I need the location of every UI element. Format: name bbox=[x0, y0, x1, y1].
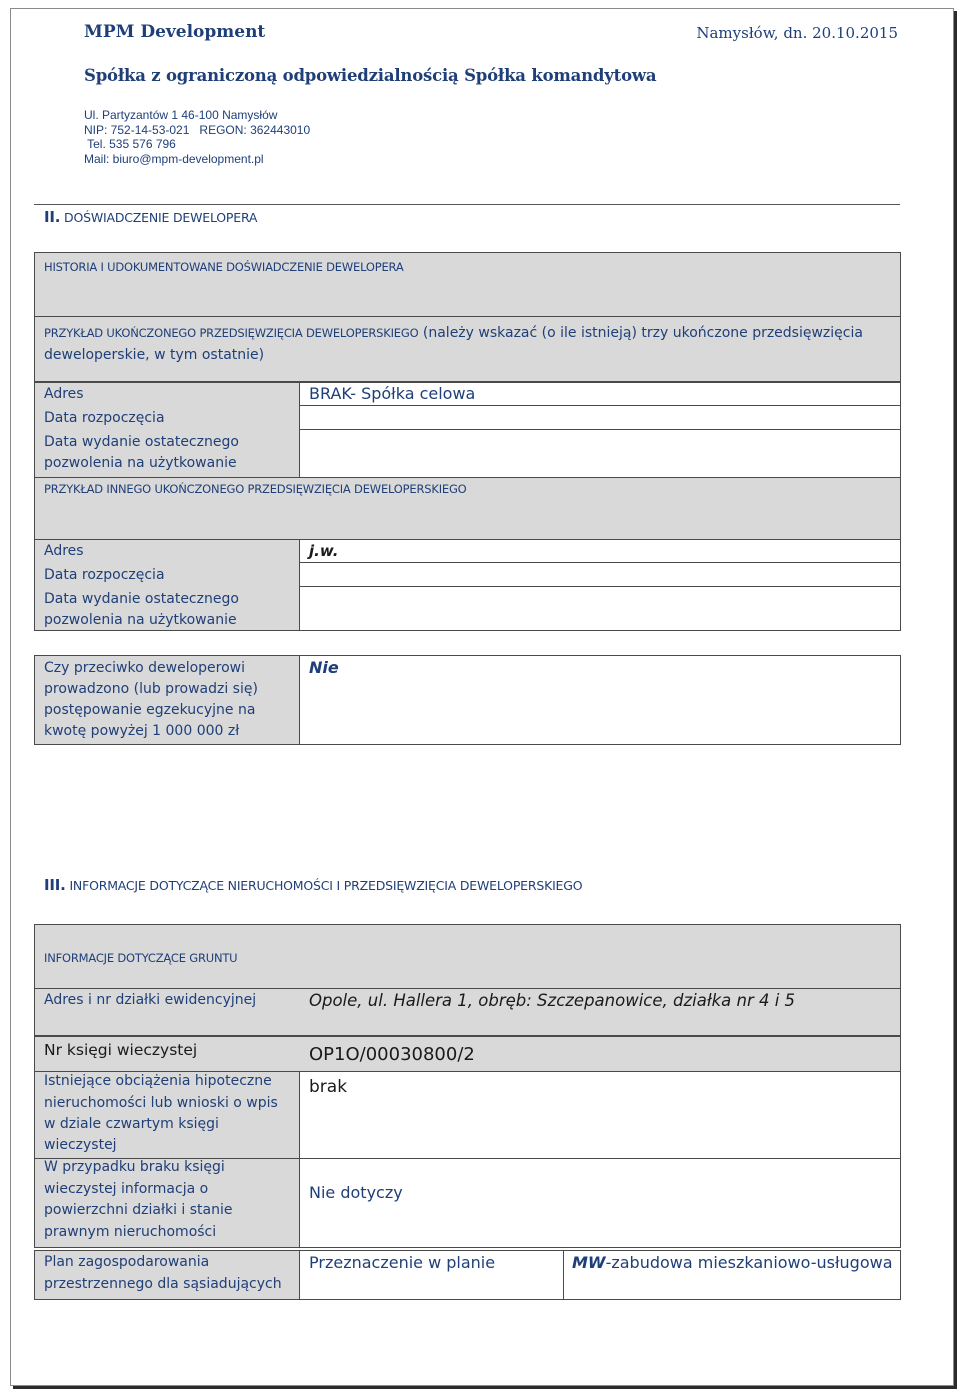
land-address-label: Adres i nr działki ewidencyjnej bbox=[44, 992, 257, 1008]
header-divider bbox=[34, 204, 900, 205]
example2-permit-value-cell bbox=[299, 586, 901, 631]
section-3-title-text: INFORMACJE DOTYCZĄCE NIERUCHOMOŚCI I PRZEDSIĘWZIĘCIA DEWELOPERSKIEGO bbox=[69, 878, 583, 893]
history-header-box bbox=[34, 252, 901, 317]
enforcement-label-2: prowadzono (lub prowadzi się) bbox=[44, 681, 258, 697]
section-2-title-text: DOŚWIADCZENIE DEWELOPERA bbox=[64, 210, 258, 225]
example1-value: BRAK- Spółka celowa bbox=[309, 384, 476, 403]
company-mail: Mail: biuro@mpm-development.pl bbox=[84, 151, 264, 166]
company-address: Ul. Partyzantów 1 46-100 Namysłów bbox=[84, 108, 278, 122]
example1-permit-label-1: Data wydanie ostatecznego bbox=[44, 434, 239, 450]
company-name: MPM Development bbox=[84, 22, 266, 42]
no-kw-label-2: wieczystej informacja o bbox=[44, 1181, 209, 1197]
plan-value-desc: -zabudowa mieszkaniowo-usługowa bbox=[605, 1253, 893, 1272]
kw-label: Nr księgi wieczystej bbox=[44, 1041, 198, 1059]
section-2-title bbox=[44, 208, 257, 226]
example1-start-value-cell bbox=[299, 405, 901, 430]
plan-mid-label: Przeznaczenie w planie bbox=[309, 1253, 496, 1272]
section-3-title bbox=[44, 876, 582, 894]
encumbrance-label-3: w dziale czwartym księgi bbox=[44, 1116, 219, 1132]
example2-permit-label-1: Data wydanie ostatecznego bbox=[44, 591, 239, 607]
company-contact bbox=[84, 108, 310, 166]
encumbrance-value-cell bbox=[299, 1071, 901, 1159]
example1-note-2: deweloperskie, w tym ostatnie) bbox=[44, 347, 265, 363]
example2-address-value-cell bbox=[299, 539, 901, 563]
example2-start-label: Data rozpoczęcia bbox=[44, 567, 165, 583]
example2-header-box bbox=[34, 477, 901, 540]
kw-value: OP1O/00030800/2 bbox=[309, 1044, 475, 1065]
no-kw-label-1: W przypadku braku księgi bbox=[44, 1159, 225, 1175]
document-date: Namysłów, dn. 20.10.2015 bbox=[696, 24, 898, 42]
example2-permit-label-2: pozwolenia na użytkowanie bbox=[44, 612, 237, 628]
example1-title: PRZYKŁAD UKOŃCZONEGO PRZEDSIĘWZIĘCIA DEWELOPERSKIEGO bbox=[44, 326, 419, 340]
section-3-number: III. bbox=[44, 876, 66, 894]
land-title: INFORMACJE DOTYCZĄCE GRUNTU bbox=[44, 951, 238, 965]
enforcement-label-4: kwotę powyżej 1 000 000 zł bbox=[44, 723, 240, 739]
enforcement-value: Nie bbox=[309, 658, 339, 677]
company-legal-form: Spółka z ograniczoną odpowiedzialnością Spółka komandytowa bbox=[84, 66, 657, 85]
no-kw-value: Nie dotyczy bbox=[309, 1183, 403, 1202]
example1-header-box bbox=[34, 316, 901, 382]
no-kw-label-4: prawnym nieruchomości bbox=[44, 1224, 217, 1240]
history-title: HISTORIA I UDOKUMENTOWANE DOŚWIADCZENIE DEWELOPERA bbox=[44, 260, 404, 274]
plan-value bbox=[572, 1253, 893, 1272]
no-kw-label-3: powierzchni działki i stanie bbox=[44, 1202, 233, 1218]
example2-title: PRZYKŁAD INNEGO UKOŃCZONEGO PRZEDSIĘWZIĘCIA DEWELOPERSKIEGO bbox=[44, 482, 467, 496]
company-phone: Tel. 535 576 796 bbox=[84, 137, 176, 151]
land-address-value: Opole, ul. Hallera 1, obręb: Szczepanowice, działka nr 4 i 5 bbox=[309, 991, 796, 1010]
company-nip-regon: NIP: 752-14-53-021 REGON: 362443010 bbox=[84, 122, 311, 137]
encumbrance-label-4: wieczystej bbox=[44, 1137, 117, 1153]
no-kw-value-cell bbox=[299, 1158, 901, 1248]
example1-start-label: Data rozpoczęcia bbox=[44, 410, 165, 426]
land-header-box bbox=[34, 924, 901, 989]
example2-start-value-cell bbox=[299, 562, 901, 587]
plan-value-code: MW bbox=[572, 1253, 606, 1272]
example2-address-label: Adres bbox=[44, 543, 84, 559]
plan-label-1: Plan zagospodarowania bbox=[44, 1254, 210, 1270]
section-2-number: II. bbox=[44, 208, 61, 226]
example2-value: j.w. bbox=[309, 542, 339, 560]
example1-permit-label-2: pozwolenia na użytkowanie bbox=[44, 455, 237, 471]
encumbrance-label-1: Istniejące obciążenia hipoteczne bbox=[44, 1073, 272, 1089]
enforcement-value-cell bbox=[299, 655, 901, 745]
example1-note: (należy wskazać (o ile istnieją) trzy ukończone przedsięwzięcia bbox=[418, 325, 863, 341]
plan-label-2: przestrzennego dla sąsiadujących bbox=[44, 1276, 282, 1292]
example1-permit-value-cell bbox=[299, 429, 901, 478]
encumbrance-value: brak bbox=[309, 1077, 348, 1097]
example1-address-label: Adres bbox=[44, 386, 84, 402]
enforcement-label-3: postępowanie egzekucyjne na bbox=[44, 702, 256, 718]
encumbrance-label-2: nieruchomości lub wnioski o wpis bbox=[44, 1095, 278, 1111]
enforcement-label-1: Czy przeciwko deweloperowi bbox=[44, 660, 245, 676]
